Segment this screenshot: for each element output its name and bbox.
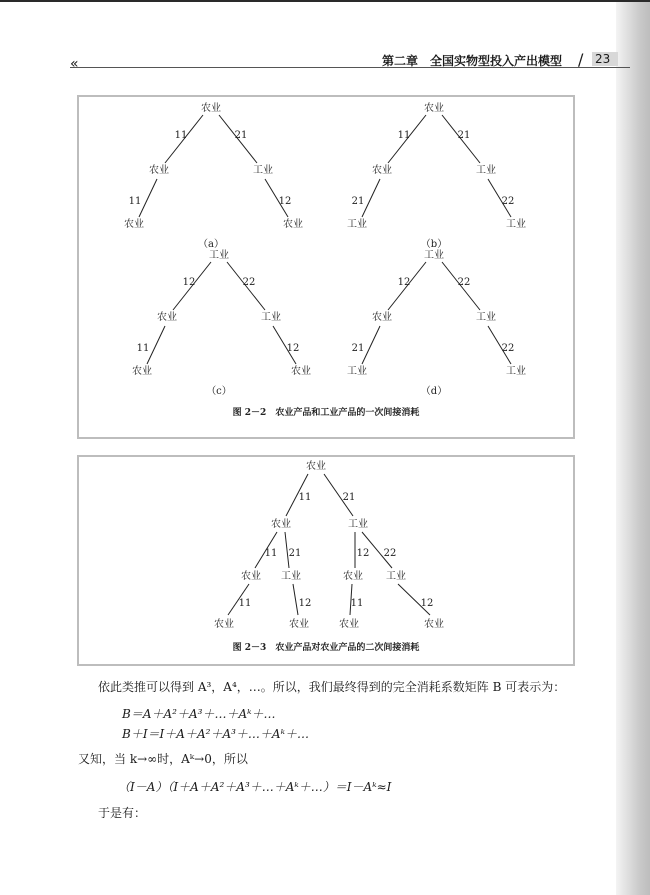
figure-2-2 <box>77 95 575 439</box>
edge-lr <box>293 584 298 615</box>
node-rr: 工业 <box>386 571 406 582</box>
suba-right-node: 工业 <box>253 165 273 176</box>
subd-left-leaf: 工业 <box>347 366 367 377</box>
edge-label-l-right: 21 <box>288 548 302 559</box>
suba-left-node: 农业 <box>149 165 169 176</box>
root-node: 农业 <box>306 461 326 472</box>
edge-label-root-left: 11 <box>298 492 312 503</box>
subc-edge-label-left-child: 11 <box>136 343 150 354</box>
edge-label-l-left: 11 <box>264 548 278 559</box>
subb-edge-label-root-left: 11 <box>397 130 411 141</box>
subb-edge-left-child <box>362 179 380 217</box>
suba-edge-left-child <box>139 179 157 217</box>
suba-edge-label-right-child: 12 <box>278 196 292 207</box>
subc-edge-left-child <box>147 326 165 364</box>
subc-edge-label-root-right: 22 <box>242 277 256 288</box>
subb-right-leaf: 工业 <box>506 219 526 230</box>
edge-label-lr: 12 <box>298 598 312 609</box>
figure-2-2-caption: 图 2－2 农业产品和工业产品的一次间接消耗 <box>232 408 420 418</box>
subd-left-node: 农业 <box>372 312 392 323</box>
page-edge-shadow <box>616 0 650 895</box>
suba-right-leaf: 农业 <box>283 219 303 230</box>
subd-edge-label-root-left: 12 <box>397 277 411 288</box>
edge-label-r-right: 22 <box>383 548 397 559</box>
figure-2-3 <box>77 455 575 666</box>
subd-right-leaf: 工业 <box>506 366 526 377</box>
edge-label-rl: 11 <box>350 598 364 609</box>
node-right: 工业 <box>348 519 368 530</box>
subb-left-leaf: 工业 <box>347 219 367 230</box>
figure-2-2-diagram <box>79 97 573 437</box>
subd-edge-label-left-child: 21 <box>351 343 365 354</box>
node-left: 农业 <box>271 519 291 530</box>
node-ll: 农业 <box>241 571 261 582</box>
suba-left-leaf: 农业 <box>124 219 144 230</box>
edge-label-ll: 11 <box>238 598 252 609</box>
subb-edge-label-right-child: 22 <box>501 196 515 207</box>
edge-label-r-left: 12 <box>356 548 370 559</box>
paragraph-2: 又知，当 k→∞时，Aᵏ→0，所以 <box>78 752 248 766</box>
edge-label-root-right: 21 <box>342 492 356 503</box>
subc-left-leaf: 农业 <box>132 366 152 377</box>
subd-label: （d） <box>420 386 448 397</box>
figure-2-3-caption: 图 2－3 农业产品对农业产品的二次间接消耗 <box>232 643 420 653</box>
subb-label: （b） <box>420 239 448 250</box>
formula-1: B＝A＋A²＋A³＋…＋Aᵏ＋… <box>122 707 276 721</box>
subb-right-node: 工业 <box>476 165 496 176</box>
header-arrows-icon: « <box>70 56 77 72</box>
page-number: 23 <box>592 52 618 66</box>
leaf-1: 农业 <box>214 619 234 630</box>
paragraph-3: 于是有： <box>98 806 147 820</box>
subb-edge-label-root-right: 21 <box>457 130 471 141</box>
subc-label: （c） <box>206 386 232 397</box>
subc-right-leaf: 农业 <box>291 366 311 377</box>
node-lr: 工业 <box>281 571 301 582</box>
running-header <box>0 50 650 72</box>
subc-right-node: 工业 <box>261 312 281 323</box>
leaf-4: 农业 <box>424 619 444 630</box>
suba-edge-label-left-child: 11 <box>128 196 142 207</box>
suba-edge-label-root-left: 11 <box>174 130 188 141</box>
edge-label-rr: 12 <box>420 598 434 609</box>
formula-3: （I－A）（I＋A＋A²＋A³＋…＋Aᵏ＋…）＝I－Aᵏ≈I <box>118 780 392 794</box>
subc-edge-label-root-left: 12 <box>182 277 196 288</box>
suba-edge-label-root-right: 21 <box>234 130 248 141</box>
subd-right-node: 工业 <box>476 312 496 323</box>
subd-root-node: 工业 <box>424 250 444 261</box>
subc-left-node: 农业 <box>157 312 177 323</box>
chapter-title: 第二章 全国实物型投入产出模型 <box>382 54 563 68</box>
subd-edge-label-right-child: 22 <box>501 343 515 354</box>
top-border <box>0 0 650 2</box>
leaf-2: 农业 <box>289 619 309 630</box>
subc-root-node: 工业 <box>209 250 229 261</box>
figure-2-3-diagram <box>79 457 573 664</box>
subc-edge-label-right-child: 12 <box>286 343 300 354</box>
subb-root-node: 农业 <box>424 103 444 114</box>
subd-edge-left-child <box>362 326 380 364</box>
node-rl: 农业 <box>343 571 363 582</box>
paragraph-1: 依此类推可以得到 A³，A⁴，…。所以，我们最终得到的完全消耗系数矩阵 B 可表示为： <box>98 680 566 694</box>
subb-left-node: 农业 <box>372 165 392 176</box>
subb-edge-label-left-child: 21 <box>351 196 365 207</box>
formula-2: B＋I＝I＋A＋A²＋A³＋…＋Aᵏ＋… <box>122 727 309 741</box>
leaf-3: 农业 <box>339 619 359 630</box>
suba-root-node: 农业 <box>201 103 221 114</box>
header-slash: / <box>578 50 584 69</box>
subd-edge-label-root-right: 22 <box>457 277 471 288</box>
suba-label: （a） <box>198 239 224 250</box>
